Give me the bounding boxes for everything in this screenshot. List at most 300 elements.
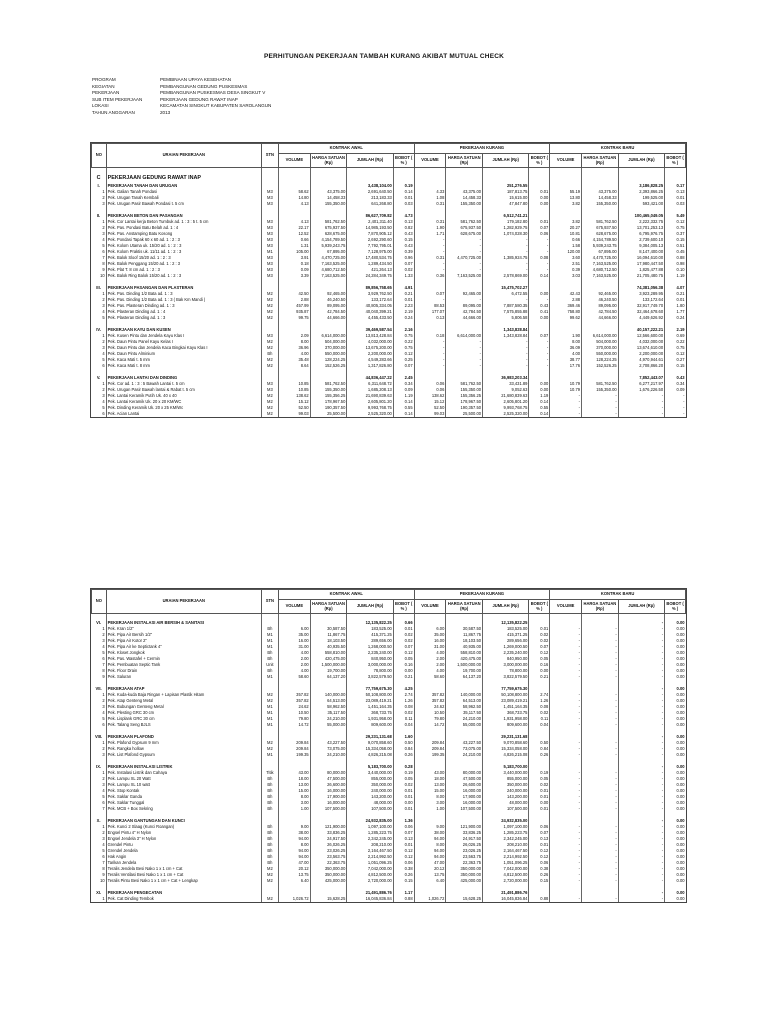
- kontrak-awal-bobot: 0.75: [393, 333, 414, 339]
- kontrak-baru-volume: -: [550, 896, 582, 902]
- row-unit: M3: [261, 225, 278, 231]
- pekerjaan-kurang-volume: -: [414, 345, 446, 351]
- kontrak-awal-jumlah: 1,051,096.25: [347, 860, 393, 866]
- row-no: 5: [102, 314, 105, 320]
- kontrak-awal-jumlah: 213,183.33: [347, 195, 393, 201]
- kontrak-baru-jumlah: 1,825,477.88: [618, 267, 664, 273]
- kontrak-awal-volume: 209.84: [278, 746, 310, 752]
- row-no: 3: [102, 751, 105, 757]
- row-no: 5: [102, 649, 105, 655]
- kontrak-baru-bobot: 0.00: [665, 896, 686, 902]
- kontrak-baru-jumlah: -: [618, 704, 664, 710]
- kontrak-awal-volume: 35.00: [278, 632, 310, 638]
- kontrak-baru-harga: -: [582, 878, 619, 884]
- kontrak-awal-jumlah: 50,108,800.00: [347, 692, 393, 698]
- kontrak-baru-jumlah: 2,708,866.20: [618, 363, 664, 369]
- pekerjaan-kurang-bobot: 0.88: [529, 896, 550, 902]
- pekerjaan-kurang-bobot: 0.14: [529, 399, 550, 405]
- kontrak-baru-total: 74,381,056.38: [618, 285, 664, 291]
- kontrak-awal-harga: 420,475.00: [310, 656, 347, 662]
- kontrak-awal-harga: 40,935.50: [310, 644, 347, 650]
- row-description: Engsel Jendela 3" H Nylon: [106, 836, 261, 842]
- pekerjaan-kurang-jumlah: -: [483, 261, 529, 267]
- kontrak-baru-harga: -: [582, 800, 619, 806]
- kontrak-baru-jumlah: -: [618, 393, 664, 399]
- pekerjaan-kurang-bobot: 0.12: [529, 854, 550, 860]
- kontrak-awal-volume: 4.00: [278, 351, 310, 357]
- kontrak-awal-bobot: 0.22: [393, 339, 414, 345]
- pekerjaan-kurang-harga: 40,935.00: [446, 644, 483, 650]
- row-unit: M1: [261, 249, 278, 255]
- kontrak-awal-volume: 2.88: [278, 297, 310, 303]
- row-no: 1: [102, 380, 105, 386]
- kontrak-awal-jumlah: 1,289,434.50: [347, 261, 393, 267]
- kontrak-baru-volume: -: [550, 722, 582, 728]
- kontrak-baru-volume: -: [550, 650, 582, 656]
- kontrak-awal-total: 86,627,709.82: [347, 213, 393, 219]
- header-bobot: BOBOT ( % ): [529, 600, 550, 614]
- kontrak-awal-harga: 5,939,243.75: [310, 243, 347, 249]
- kontrak-baru-harga: -: [582, 692, 619, 698]
- row-no: 10: [100, 877, 105, 883]
- pekerjaan-kurang-volume: 0.31: [414, 201, 446, 207]
- pekerjaan-kurang-volume: 209.84: [414, 746, 446, 752]
- pekerjaan-kurang-harga: -: [446, 243, 483, 249]
- empty-cell: [665, 174, 686, 183]
- kontrak-baru-bobot: 0.22: [665, 339, 686, 345]
- row-no: III.: [96, 284, 101, 290]
- header-volume: VOLUME: [278, 600, 310, 614]
- pekerjaan-kurang-jumlah: 1,269,000.50: [483, 644, 529, 650]
- kontrak-awal-jumlah: 107,500.00: [347, 806, 393, 812]
- pekerjaan-kurang-jumlah: -: [483, 357, 529, 363]
- row-description: Pek. Plat T. 8 cm ad. 1 : 2 : 3: [106, 267, 261, 273]
- pekerjaan-kurang-harga: 89,095.00: [446, 303, 483, 309]
- kontrak-baru-jumlah: -: [618, 411, 664, 417]
- kontrak-baru-harga: -: [582, 411, 619, 417]
- pekerjaan-kurang-jumlah: 1,931,958.00: [483, 716, 529, 722]
- kontrak-baru-jumlah: 2,222,332.75: [618, 219, 664, 225]
- kontrak-awal-volume: 3.39: [278, 273, 310, 279]
- meta-key: PROGRAM: [92, 77, 116, 82]
- row-unit: Bh: [261, 782, 278, 788]
- pekerjaan-kurang-jumlah: 240,000.00: [483, 788, 529, 794]
- row-no: 4: [102, 709, 105, 715]
- row-description: PEKERJAAN INSTALASI AIR BERSIH & SANITASI: [106, 620, 261, 626]
- pekerjaan-kurang-volume: 94.00: [414, 848, 446, 854]
- kontrak-awal-total: 39,469,587.54: [347, 327, 393, 333]
- pekerjaan-kurang-bobot: 0.84: [529, 746, 550, 752]
- kontrak-baru-harga: 581,762.50: [582, 381, 619, 387]
- kontrak-baru-bobot: 2.19: [665, 327, 686, 333]
- kontrak-baru-harga: -: [582, 806, 619, 812]
- pekerjaan-kurang-harga: 675,937.50: [446, 225, 483, 231]
- pekerjaan-kurang-total: 77,759,675.30: [483, 686, 529, 692]
- kontrak-baru-volume: -: [550, 710, 582, 716]
- row-description: Pek. Plesting GRC 30 cm: [106, 710, 261, 716]
- kontrak-awal-total: 89,856,758.65: [347, 285, 393, 291]
- kontrak-baru-harga: -: [582, 405, 619, 411]
- kontrak-baru-volume: 10.81: [550, 231, 582, 237]
- kontrak-awal-volume: 8.64: [278, 363, 310, 369]
- pekerjaan-kurang-harga: 420,475.00: [446, 656, 483, 662]
- kontrak-baru-jumlah: -: [618, 692, 664, 698]
- empty-cell: [414, 174, 446, 183]
- kontrak-baru-jumlah: -: [618, 632, 664, 638]
- row-description: Pek. Pas. Anstamping Batu Kosong: [106, 231, 261, 237]
- pekerjaan-kurang-bobot: 0.05: [529, 776, 550, 782]
- header-harga: HARGA SATUAN (Rp): [582, 600, 619, 614]
- row-description: Pek. Urugan Pasir Bawah lantai & Rabat t. 5 cm: [106, 387, 261, 393]
- pekerjaan-kurang-volume: 0.13: [414, 315, 446, 321]
- kontrak-baru-jumlah: -: [618, 644, 664, 650]
- meta-row: [92, 90, 271, 97]
- kontrak-awal-jumlah: 4,826,215.08: [347, 752, 393, 758]
- meta-value: PEMBANGUNAN PUSKESMAS DESA SINGKUT V: [160, 90, 266, 96]
- kontrak-baru-volume: -: [550, 656, 582, 662]
- pekerjaan-kurang-bobot: 0.12: [529, 650, 550, 656]
- row-no: 4: [102, 841, 105, 847]
- kontrak-awal-jumlah: 840,950.00: [347, 656, 393, 662]
- row-unit: M1: [261, 644, 278, 650]
- meta-value: PEKERJAAN GEDUNG RAWAT INAP: [160, 96, 238, 102]
- row-description: Pek. Pipa Air Bersih 1/2": [106, 632, 261, 638]
- header-bobot: BOBOT ( % ): [665, 600, 686, 614]
- kontrak-awal-volume: 99.75: [278, 315, 310, 321]
- row-unit: Bh: [261, 668, 278, 674]
- pekerjaan-kurang-bobot: -: [529, 297, 550, 303]
- kontrak-awal-harga: 7,163,525.00: [310, 261, 347, 267]
- kontrak-awal-volume: 2.00: [278, 662, 310, 668]
- pekerjaan-kurang-jumlah: 2,164,467.50: [483, 848, 529, 854]
- kontrak-baru-volume: 4.00: [550, 351, 582, 357]
- row-no: 4: [102, 308, 105, 314]
- kontrak-awal-harga: 44,666.00: [310, 315, 347, 321]
- kontrak-baru-volume: -: [550, 860, 582, 866]
- pekerjaan-kurang-jumlah: 2,525,320.00: [483, 411, 529, 417]
- pekerjaan-kurang-bobot: -: [529, 249, 550, 255]
- table-row: [92, 333, 686, 339]
- kontrak-awal-total: 21,491,886.76: [347, 890, 393, 896]
- kontrak-awal-harga: 190,357.50: [310, 405, 347, 411]
- kontrak-awal-jumlah: 6,311,648.72: [347, 381, 393, 387]
- pekerjaan-kurang-jumlah: 1,097,100.00: [483, 824, 529, 830]
- row-unit: M3: [261, 189, 278, 195]
- kontrak-awal-volume: 35.48: [278, 357, 310, 363]
- row-unit: M1: [261, 632, 278, 638]
- pekerjaan-kurang-volume: 79.80: [414, 716, 446, 722]
- kontrak-baru-volume: -: [550, 842, 582, 848]
- kontrak-baru-harga: 628,675.00: [582, 231, 619, 237]
- pekerjaan-kurang-volume: 0.36: [414, 273, 446, 279]
- kontrak-baru-total: -: [618, 890, 664, 896]
- kontrak-baru-bobot: 0.00: [665, 794, 686, 800]
- kontrak-awal-jumlah: 7,128,975.00: [347, 249, 393, 255]
- kontrak-awal-bobot: 0.50: [393, 740, 414, 746]
- kontrak-awal-jumlah: 2,692,290.60: [347, 237, 393, 243]
- pekerjaan-kurang-total: 6,512,741.21: [483, 213, 529, 219]
- row-no: 3: [102, 230, 105, 236]
- row-unit: M1: [261, 704, 278, 710]
- kontrak-baru-jumlah: -: [618, 770, 664, 776]
- pekerjaan-kurang-volume: 4.33: [414, 189, 446, 195]
- pekerjaan-kurang-harga: -: [446, 363, 483, 369]
- row-unit: Bh: [261, 351, 278, 357]
- row-no: 6: [102, 799, 105, 805]
- kontrak-baru-bobot: 0.00: [665, 788, 686, 794]
- kontrak-baru-bobot: 0.00: [665, 878, 686, 884]
- pekerjaan-kurang-harga: -: [446, 339, 483, 345]
- pekerjaan-kurang-bobot: 0.06: [529, 824, 550, 830]
- kontrak-awal-volume: 15.12: [278, 399, 310, 405]
- row-description: Pek. Pembuatan Septic Tank: [106, 662, 261, 668]
- kontrak-awal-bobot: 1.33: [393, 273, 414, 279]
- header-jumlah: JUMLAH (Rp): [618, 600, 664, 614]
- header-harga: HARGA SATUAN (Rp): [582, 154, 619, 168]
- kontrak-baru-volume: -: [550, 854, 582, 860]
- pekerjaan-kurang-volume: -: [414, 357, 446, 363]
- row-no: 1: [102, 769, 105, 775]
- kontrak-awal-jumlah: 2,605,801.20: [347, 399, 393, 405]
- row-unit: Bh: [261, 860, 278, 866]
- pekerjaan-kurang-volume: 35.00: [414, 632, 446, 638]
- kontrak-awal-harga: 26,026.25: [310, 842, 347, 848]
- kontrak-awal-bobot: 0.88: [393, 896, 414, 902]
- table-row: [92, 243, 686, 249]
- pekerjaan-kurang-harga: 44,666.00: [446, 315, 483, 321]
- pekerjaan-kurang-volume: 2.00: [414, 656, 446, 662]
- table-row: [92, 381, 686, 387]
- pekerjaan-kurang-volume: -: [414, 267, 446, 273]
- pekerjaan-kurang-bobot: 0.00: [529, 291, 550, 297]
- kontrak-awal-harga: 30,587.50: [310, 626, 347, 632]
- kontrak-awal-jumlah: 421,264.13: [347, 267, 393, 273]
- row-description: Pek. Cor ad. 1 : 3 : 5 Bawah Lantai t. 5 cm: [106, 381, 261, 387]
- row-description: Pek. Lantai Keramik Uk. 20 x 20 KM/WC: [106, 399, 261, 405]
- row-description: Pek. Balok Ring Balok 15/20 ad. 1 : 2 : 3: [106, 273, 261, 279]
- row-no: II.: [96, 212, 101, 218]
- pekerjaan-kurang-bobot: -: [529, 345, 550, 351]
- kontrak-awal-bobot: 0.07: [393, 363, 414, 369]
- kontrak-awal-bobot: 0.28: [393, 764, 414, 770]
- kontrak-baru-volume: 3.60: [550, 255, 582, 261]
- kontrak-awal-bobot: 4.73: [393, 213, 414, 219]
- row-unit: Bh: [261, 626, 278, 632]
- kontrak-awal-bobot: 0.07: [393, 261, 414, 267]
- pekerjaan-kurang-harga: 25,500.00: [446, 411, 483, 417]
- kontrak-baru-jumlah: 21,705,480.75: [618, 273, 664, 279]
- kontrak-awal-total: 12,135,822.25: [347, 620, 393, 626]
- kontrak-baru-harga: -: [582, 872, 619, 878]
- kontrak-awal-jumlah: 2,401,311.40: [347, 219, 393, 225]
- kontrak-awal-harga: 350,000.00: [310, 866, 347, 872]
- kontrak-baru-total: 100,465,049.05: [618, 213, 664, 219]
- kontrak-baru-harga: 5,939,243.75: [582, 243, 619, 249]
- row-unit: M2: [261, 291, 278, 297]
- row-description: Pek. Kuda-kuda Baja Ringan + Lapisan Plastik Hitam: [106, 692, 261, 698]
- pekerjaan-kurang-volume: 209.84: [414, 740, 446, 746]
- kontrak-awal-bobot: 0.09: [393, 387, 414, 393]
- row-unit: Bh: [261, 650, 278, 656]
- empty-cell: [393, 174, 414, 183]
- kontrak-awal-harga: 64,513.00: [310, 698, 347, 704]
- pekerjaan-kurang-harga: 190,357.50: [446, 405, 483, 411]
- kontrak-awal-jumlah: 40,040,399.21: [347, 309, 393, 315]
- kontrak-awal-jumlah: 3,000,000.00: [347, 662, 393, 668]
- row-description: PEKERJAAN TANAH DAN URUGAN: [106, 183, 261, 189]
- kontrak-awal-harga: 558,810.00: [310, 650, 347, 656]
- row-description: Pek. Pas. Dinding 1/2 Bata ad. 1 : 3: [106, 291, 261, 297]
- meta-value: PEMBANGUNAN GEDUNG PUSKESMAS: [160, 83, 248, 89]
- pekerjaan-kurang-harga: 24,210.00: [446, 716, 483, 722]
- header-harga: HARGA SATUAN (Rp): [446, 600, 483, 614]
- pekerjaan-kurang-volume: 13.75: [414, 872, 446, 878]
- kontrak-baru-bobot: 0.21: [665, 291, 686, 297]
- kontrak-awal-harga: 155,350.00: [310, 387, 347, 393]
- pekerjaan-kurang-volume: -: [414, 243, 446, 249]
- kontrak-baru-volume: 0.66: [550, 237, 582, 243]
- row-unit: M3: [261, 201, 278, 207]
- kontrak-awal-bobot: 0.00: [393, 668, 414, 674]
- kontrak-awal-volume: 9.00: [278, 824, 310, 830]
- row-unit: M2: [261, 339, 278, 345]
- kontrak-awal-harga: 89,095.00: [310, 303, 347, 309]
- kontrak-baru-harga: -: [582, 776, 619, 782]
- kontrak-awal-bobot: 0.66: [393, 620, 414, 626]
- kontrak-awal-harga: 121,900.00: [310, 824, 347, 830]
- header-jumlah: JUMLAH (Rp): [618, 154, 664, 168]
- row-description: Pek. Lampu XL 20 Watt: [106, 776, 261, 782]
- meta-value: 2013: [160, 109, 171, 115]
- row-unit: M2: [261, 399, 278, 405]
- kontrak-baru-jumlah: -: [618, 842, 664, 848]
- kontrak-baru-bobot: 0.00: [665, 776, 686, 782]
- kontrak-baru-harga: -: [582, 740, 619, 746]
- pekerjaan-kurang-bobot: 0.01: [529, 788, 550, 794]
- kontrak-baru-harga: -: [582, 638, 619, 644]
- pekerjaan-kurang-volume: 99.03: [414, 411, 446, 417]
- pekerjaan-kurang-volume: 18.00: [414, 776, 446, 782]
- kontrak-baru-jumlah: -: [618, 854, 664, 860]
- kontrak-awal-harga: 128,224.25: [310, 357, 347, 363]
- kontrak-baru-total: -: [618, 818, 664, 824]
- kontrak-awal-bobot: 0.12: [393, 650, 414, 656]
- header-volume: VOLUME: [414, 154, 446, 168]
- header-harga: HARGA SATUAN (Rp): [310, 600, 347, 614]
- row-unit: M3: [261, 261, 278, 267]
- pekerjaan-kurang-harga: -: [446, 345, 483, 351]
- pekerjaan-kurang-bobot: 1.26: [529, 698, 550, 704]
- row-unit: M3: [261, 381, 278, 387]
- pekerjaan-kurang-harga: 155,350.00: [446, 387, 483, 393]
- kontrak-baru-bobot: 0.98: [665, 261, 686, 267]
- kontrak-awal-volume: 94.00: [278, 854, 310, 860]
- kontrak-awal-bobot: 0.25: [393, 357, 414, 363]
- row-description: Pek. Pas. Pondasi Batu Belah ad. 1 : 4: [106, 225, 261, 231]
- pekerjaan-kurang-jumlah: -: [483, 243, 529, 249]
- kontrak-baru-harga: -: [582, 746, 619, 752]
- pekerjaan-kurang-volume: 58.60: [414, 674, 446, 680]
- kontrak-baru-harga: -: [582, 399, 619, 405]
- kontrak-baru-jumlah: -: [618, 776, 664, 782]
- row-unit: M2: [261, 357, 278, 363]
- kontrak-baru-harga: 46,240.50: [582, 297, 619, 303]
- kontrak-baru-bobot: 0.00: [665, 782, 686, 788]
- pekerjaan-kurang-volume: 8.00: [414, 794, 446, 800]
- kontrak-baru-bobot: 0.00: [665, 650, 686, 656]
- pekerjaan-kurang-bobot: 0.43: [529, 303, 550, 309]
- kontrak-baru-bobot: 0.17: [665, 183, 686, 189]
- row-no: 3: [102, 835, 105, 841]
- pekerjaan-kurang-volume: 0.06: [414, 387, 446, 393]
- kontrak-awal-harga: 23,563.75: [310, 854, 347, 860]
- kontrak-baru-bobot: 0.51: [665, 243, 686, 249]
- kontrak-awal-harga: 628,675.00: [310, 231, 347, 237]
- pekerjaan-kurang-harga: 43,227.50: [446, 740, 483, 746]
- kontrak-baru-jumlah: -: [618, 722, 664, 728]
- pekerjaan-kurang-jumlah: 16,045,836.84: [483, 896, 529, 902]
- pekerjaan-kurang-harga: 47,500.00: [446, 776, 483, 782]
- kontrak-baru-harga: 4,680,712.50: [582, 267, 619, 273]
- kontrak-awal-jumlah: 16,045,836.84: [347, 896, 393, 902]
- kontrak-baru-bobot: 0.15: [665, 363, 686, 369]
- pekerjaan-kurang-volume: 24.62: [414, 704, 446, 710]
- kontrak-awal-jumlah: 2,342,245.00: [347, 836, 393, 842]
- kontrak-awal-bobot: 4.91: [393, 285, 414, 291]
- kontrak-awal-bobot: 0.02: [393, 638, 414, 644]
- row-unit: M3: [261, 255, 278, 261]
- kontrak-baru-bobot: 0.69: [665, 333, 686, 339]
- kontrak-awal-harga: 16,000.00: [310, 788, 347, 794]
- kontrak-awal-jumlah: 415,371.25: [347, 632, 393, 638]
- kontrak-baru-bobot: 0.00: [665, 818, 686, 824]
- pekerjaan-kurang-harga: 140,000.00: [446, 692, 483, 698]
- kontrak-awal-jumlah: 1,317,826.80: [347, 363, 393, 369]
- pekerjaan-kurang-bobot: -: [529, 351, 550, 357]
- row-no: 5: [102, 242, 105, 248]
- pekerjaan-kurang-jumlah: 1,343,828.84: [483, 333, 529, 339]
- kontrak-awal-volume: 94.00: [278, 848, 310, 854]
- kontrak-awal-volume: 13.00: [278, 782, 310, 788]
- row-unit: Bh: [261, 788, 278, 794]
- row-description: Teralis Jendela Besi Nako 1 x 1 cm + Cat: [106, 866, 261, 872]
- kontrak-baru-volume: -: [550, 698, 582, 704]
- pekerjaan-kurang-total: 12,135,822.25: [483, 620, 529, 626]
- row-no: C: [96, 174, 101, 181]
- header-bobot: BOBOT ( % ): [393, 154, 414, 168]
- pekerjaan-kurang-jumlah: 840,950.00: [483, 656, 529, 662]
- pekerjaan-kurang-jumlah: 48,000.00: [483, 800, 529, 806]
- kontrak-awal-bobot: 0.07: [393, 644, 414, 650]
- pekerjaan-kurang-volume: 20.12: [414, 866, 446, 872]
- pekerjaan-kurang-jumlah: 15,615.00: [483, 195, 529, 201]
- kontrak-baru-bobot: 0.88: [665, 255, 686, 261]
- header-kontrak-awal: KONTRAK AWAL: [278, 590, 414, 600]
- kontrak-awal-volume: 8.00: [278, 794, 310, 800]
- pekerjaan-kurang-harga: 16,000.00: [446, 788, 483, 794]
- pekerjaan-kurang-harga: 155,356.25: [446, 393, 483, 399]
- kontrak-baru-bobot: 0.00: [665, 800, 686, 806]
- row-description: PEKERJAAN PASANGAN DAN PLASTERAN: [106, 285, 261, 291]
- kontrak-baru-harga: -: [582, 842, 619, 848]
- pekerjaan-kurang-jumlah: -: [483, 363, 529, 369]
- kontrak-baru-bobot: -: [665, 405, 686, 411]
- pekerjaan-kurang-harga: 178,967.50: [446, 399, 483, 405]
- pekerjaan-kurang-jumlah: -: [483, 297, 529, 303]
- row-no: 8: [102, 667, 105, 673]
- header-jumlah: JUMLAH (Rp): [483, 154, 529, 168]
- kontrak-baru-jumlah: 13,701,253.13: [618, 225, 664, 231]
